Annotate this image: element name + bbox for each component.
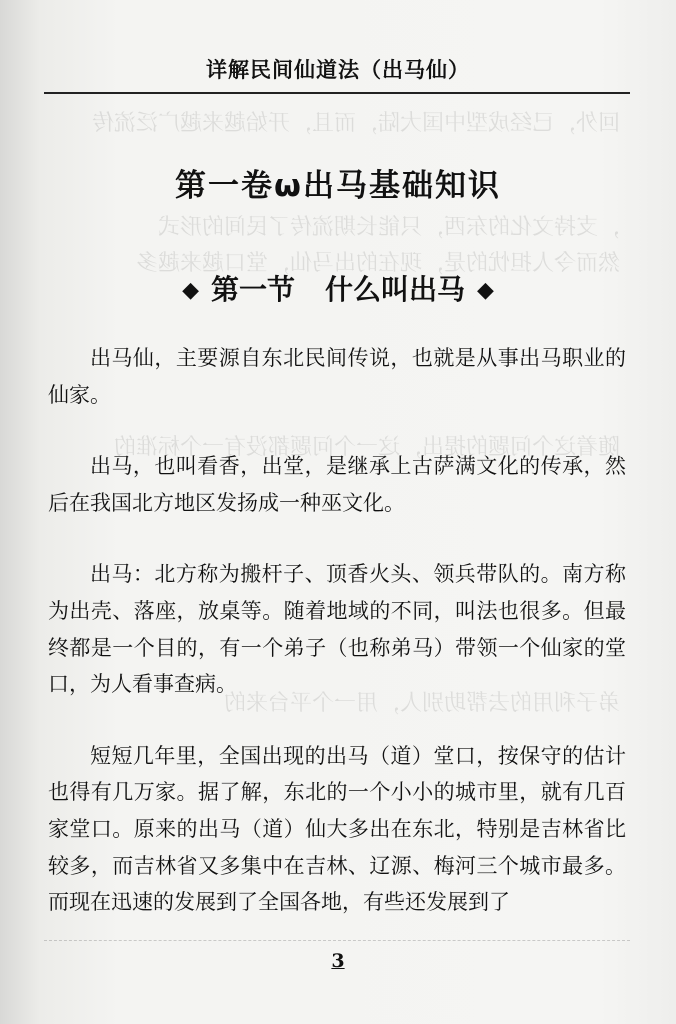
bleed-through-text: 随着这个问题的提出，这一个问题都没有一个标准的 xyxy=(113,435,620,460)
footer-divider xyxy=(44,940,630,941)
bleed-through-text: 弟子利用的去帮助别人，用一个平台来的 xyxy=(223,691,620,716)
header-divider xyxy=(44,92,630,94)
section-number: 第一节 xyxy=(210,273,295,306)
diamond-bullet-icon: ◆ xyxy=(477,278,494,303)
volume-title: 第一卷ω出马基础知识 xyxy=(175,168,501,204)
running-header-title: 详解民间仙道法（出马仙） xyxy=(206,58,470,82)
paragraph: 出马，也叫看香，出堂，是继承上古萨满文化的传承，然后在我国北方地区发扬成一种巫文化。 xyxy=(48,454,626,515)
bleed-through-text: ，支持文化的东西，只能长期流传了民间的形式 xyxy=(157,215,620,240)
page-number: 3 xyxy=(331,950,345,972)
section-name: 什么叫出马 xyxy=(325,273,466,306)
bleed-through-text: 然而令人担忧的是，现在的出马仙，堂口越来越多 xyxy=(135,251,620,276)
paragraph: 出马仙，主要源自东北民间传说，也就是从事出马职业的仙家。 xyxy=(48,346,626,407)
paragraph: 出马：北方称为搬杆子、顶香火头、领兵带队的。南方称为出壳、落座，放桌等。随着地域的不同，叫法也很多。但最终都是一个目的，有一个弟子（也称弟马）带领一个仙家的堂口，为人看事查病。 xyxy=(48,562,626,697)
bleed-through-text: 回外，已经成型中国大陆，而且，开始越来越广泛流传 xyxy=(91,111,620,136)
body-text xyxy=(48,340,626,921)
paragraph: 短短几年里，全国出现的出马（道）堂口，按保守的估计也得有几万家。据了解，东北的一个小小的城市里，就有几百家堂口。原来的出马（道）仙大多出在东北，特别是吉林省比较多，而吉林省又多集中在吉林、辽源、梅河三个城市最多。而现在迅速的发展到了全国各地，有些还发展到了 xyxy=(48,743,626,915)
diamond-bullet-icon: ◆ xyxy=(182,278,199,303)
section-heading xyxy=(0,268,676,308)
